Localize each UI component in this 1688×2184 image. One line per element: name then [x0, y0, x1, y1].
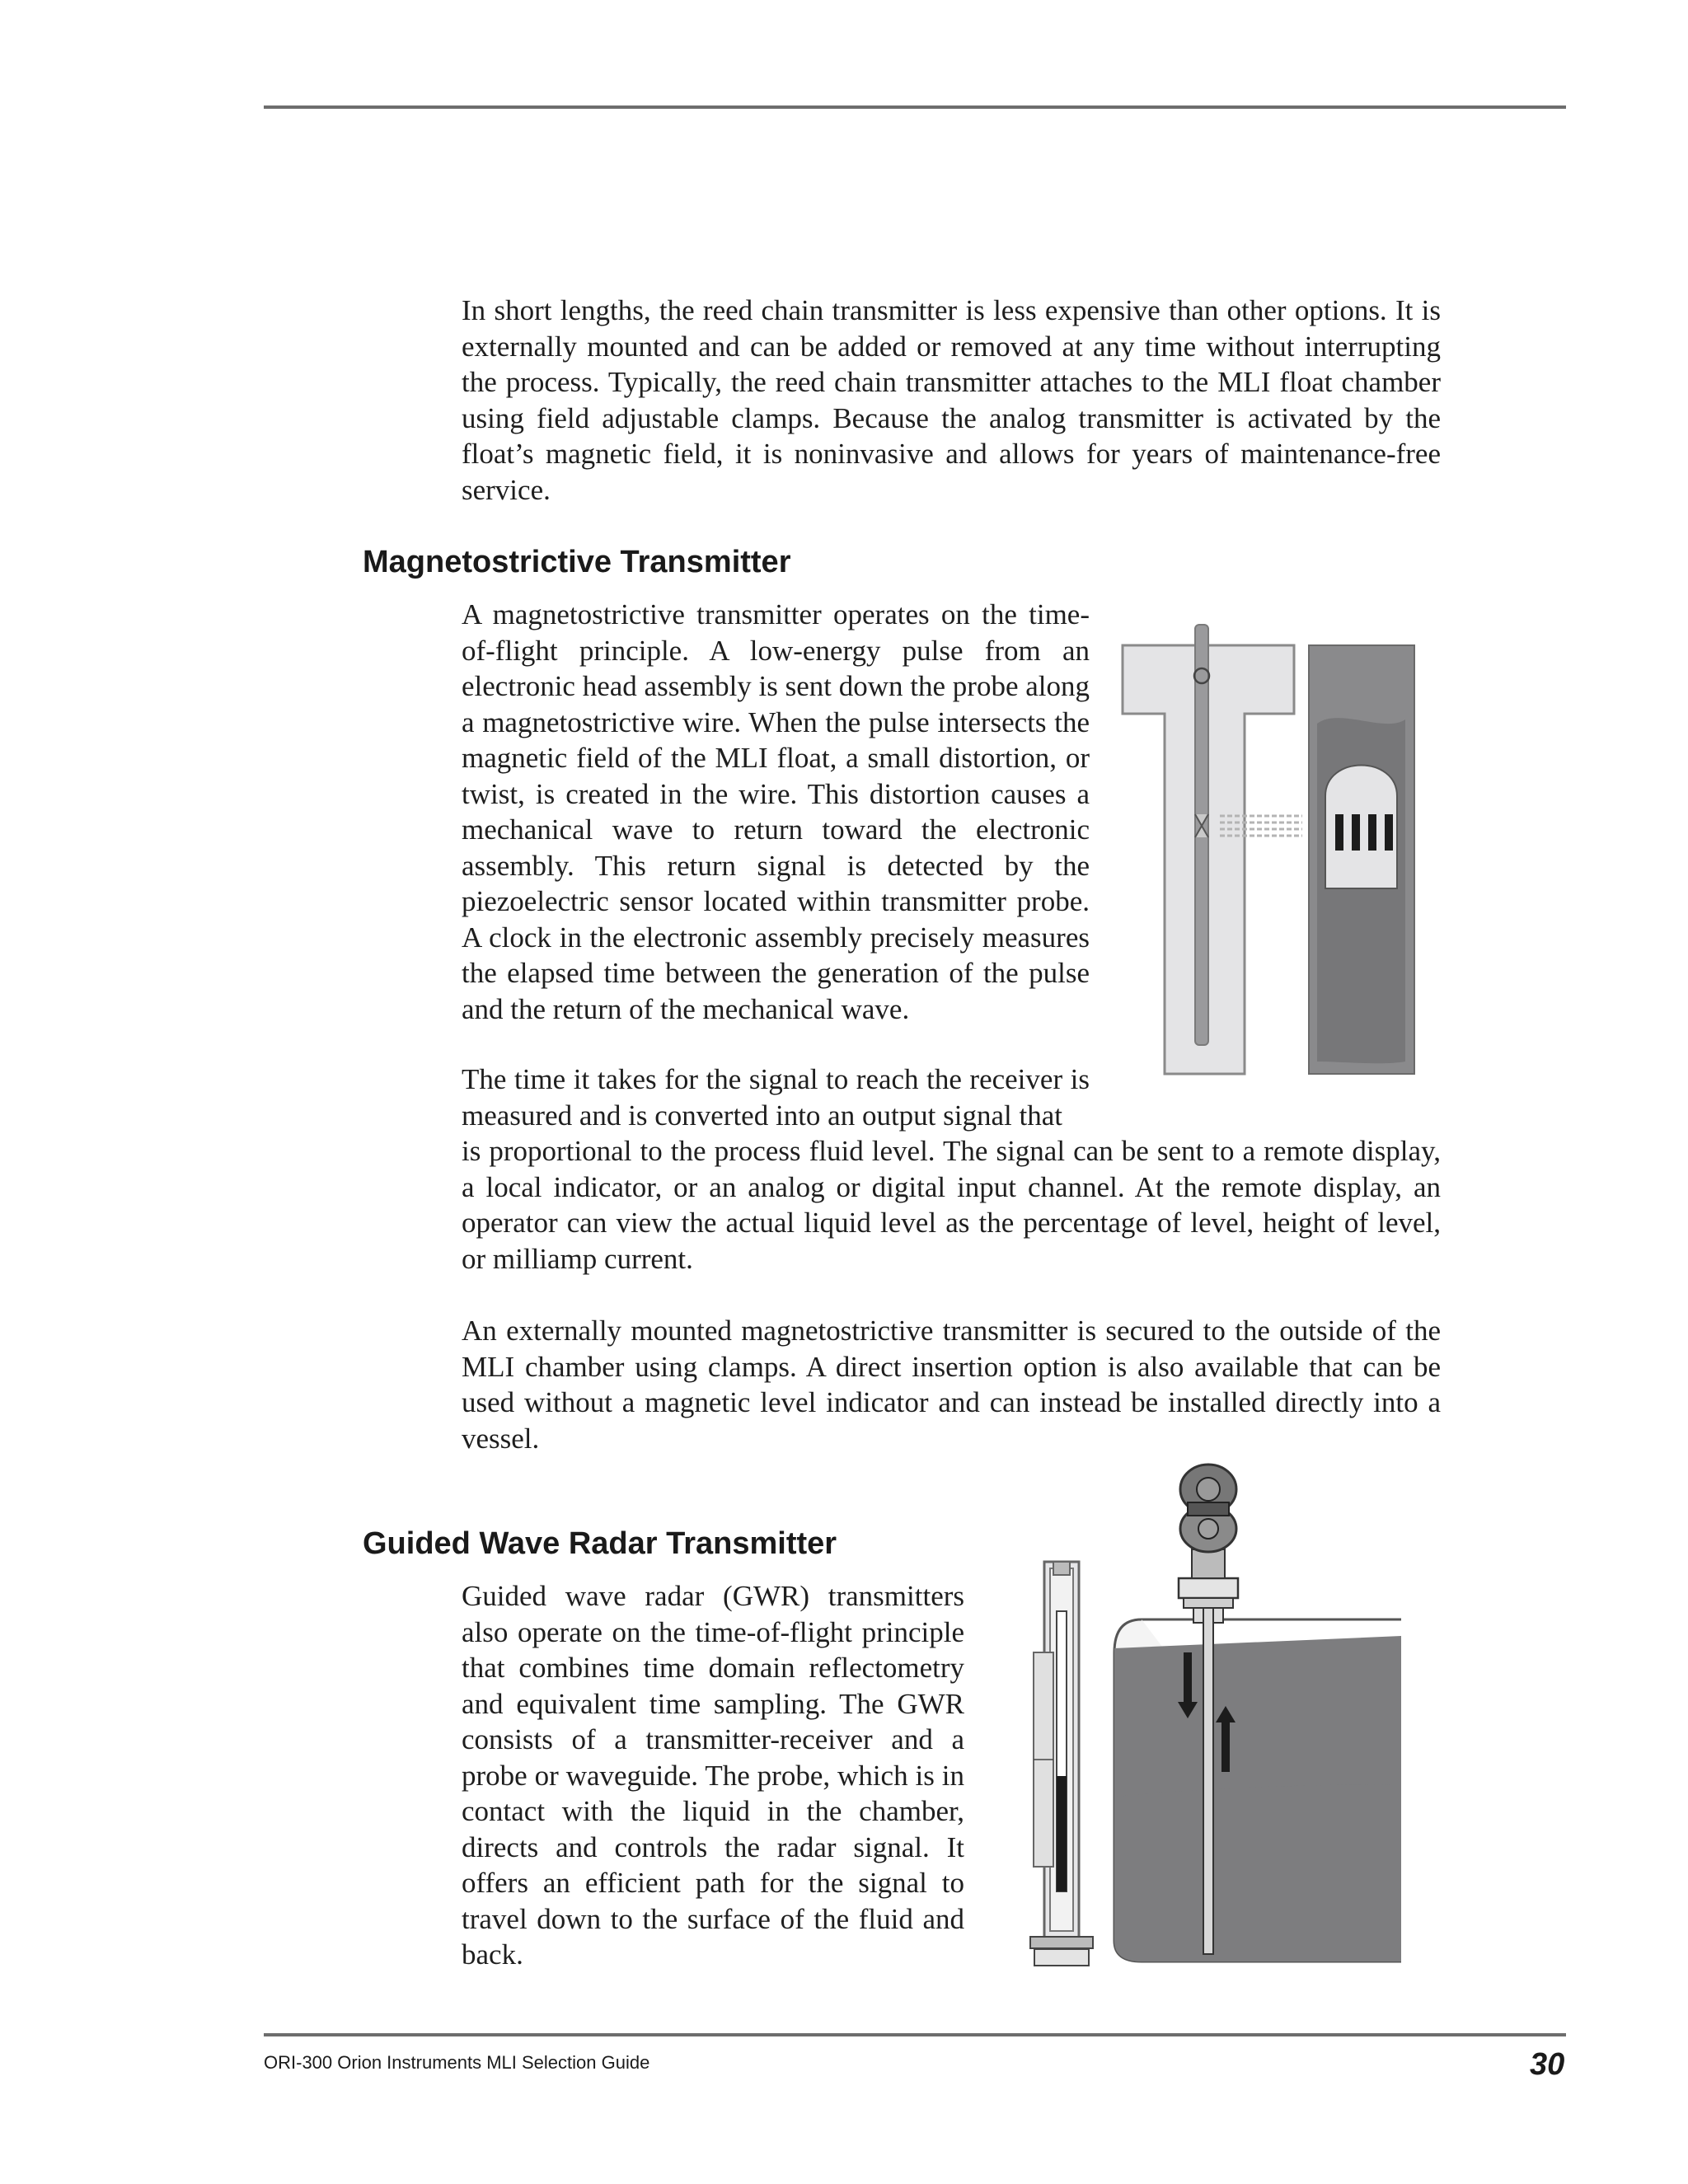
magnetostrictive-heading: Magnetostrictive Transmitter — [363, 545, 791, 579]
magnetostrictive-paragraph-3: An externally mounted magnetostrictive transmitter is secured to the outside of the MLI chamber using clamps. A direct insertion option is also available that can be used without a magnetic level indicator and can instead be installed directly into a vessel. — [462, 1315, 1441, 1455]
liquid-surface — [1116, 1784, 1401, 1961]
gwr-figure — [997, 1446, 1409, 1974]
bottom-rule — [264, 2033, 1566, 2036]
magnetostrictive-figure — [1121, 616, 1418, 1078]
magnetostrictive-paragraph-2a: The time it takes for the signal to reach the receiver is measured and is converted into an output signal that — [462, 1063, 1090, 1132]
footer-title: ORI-300 Orion Instruments MLI Selection Guide — [264, 2052, 650, 2073]
magnetostrictive-paragraph-2b: is proportional to the process fluid level. The signal can be sent to a remote display, a local indicator, or an analog or digital input channel. At the remote display, an operator can view the actual liquid level as the percentage of level, height of level, or milliamp current. — [462, 1135, 1441, 1275]
gwr-heading: Guided Wave Radar Transmitter — [363, 1526, 837, 1561]
gwr-probe — [1203, 1608, 1213, 1954]
gwr-transmitter-head — [1180, 1465, 1236, 1578]
page-number: 30 — [1530, 2047, 1565, 2082]
top-rule — [264, 105, 1566, 109]
intro-paragraph: In short lengths, the reed chain transmitter is less expensive than other options. It is externally mounted and can be added or removed at any time without interrupting the process. Typically, the reed chain transmitter attaches to the MLI float chamber using field adjustable clamps. Because the analog transmitter is activated by the float’s magnetic field, it is noninvasive and allows for years of maintenance-free service. — [462, 294, 1441, 506]
vessel-flange — [1179, 1578, 1238, 1598]
mli-gauge — [1030, 1562, 1093, 1966]
magnetostrictive-paragraph-1: A magnetostrictive transmitter operates on the time-of-flight principle. A low-energy pulse from an electronic head assembly is sent down the probe along a magnetostrictive wire. When the pulse intersects the magnetic field of the MLI float, a small distortion, or twist, is created in the wire. This distortion causes a mechanical wave to return toward the electronic assembly. This return signal is detected by the piezoelectric sensor located within transmitter probe. A clock in the electronic assembly precisely measures the elapsed time between the generation of the pulse and the return of the mechanical wave. — [462, 598, 1090, 1025]
gwr-paragraph: Guided wave radar (GWR) transmitters also operate on the time-of-flight principle that combines time domain reflectometry and equivalent time sampling. The GWR consists of a transmitter-receiver and a probe or waveguide. The probe, which is in contact with the liquid in the chamber, directs and controls the radar signal. It offers an efficient path for the signal to travel down to the surface of the fluid and back. — [462, 1580, 964, 1971]
